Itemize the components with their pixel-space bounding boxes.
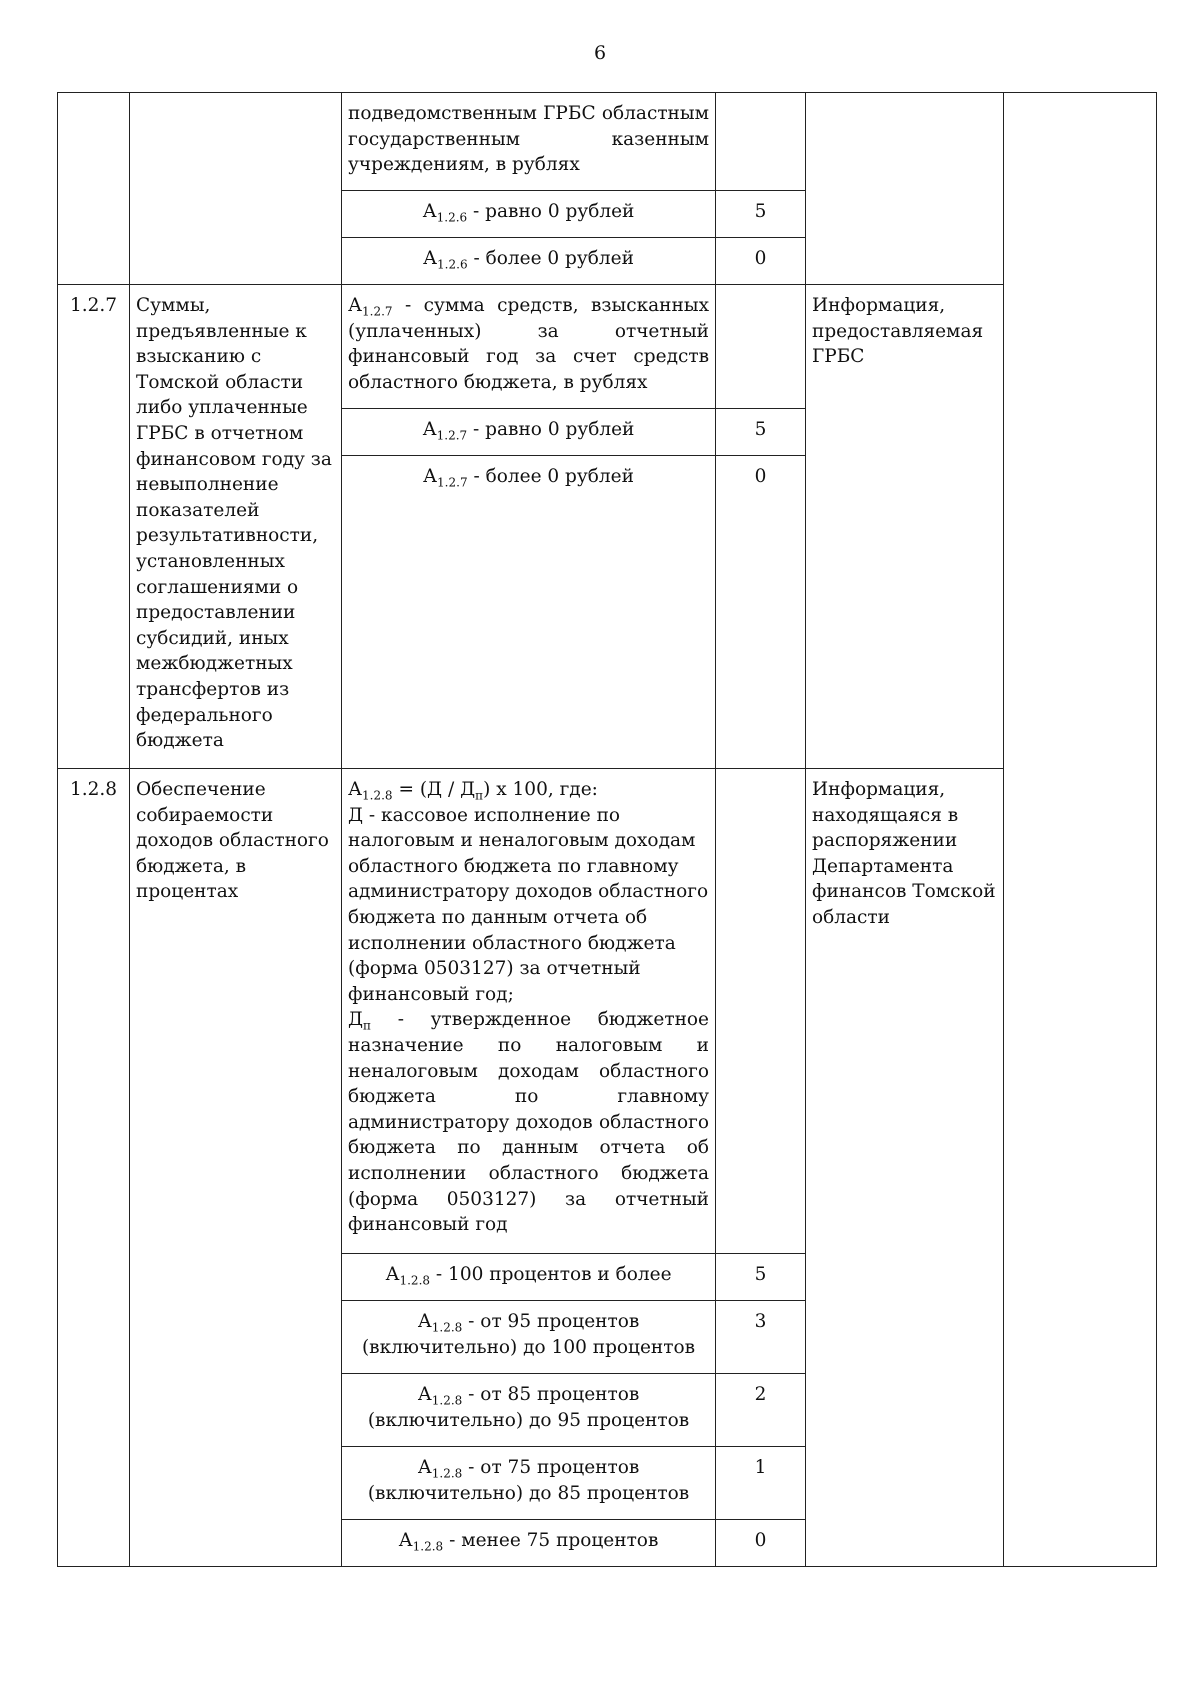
score-value: 5: [716, 191, 806, 238]
criterion-cell: $А_{1.2.8}$ - менее 75 процентов: [342, 1520, 716, 1567]
formula-cell: [342, 285, 716, 409]
source-cell: Информация, предоставляемая ГРБС: [806, 285, 1004, 769]
criterion-variable: $А_{1.2.8}$: [417, 1311, 463, 1335]
formula-variable: $А_{1.2.7}$: [348, 295, 393, 319]
row-name: Суммы, предъявленные к взысканию с Томской области либо уплаченные ГРБС в отчетном финансовом году за невыполнение показателей результативности, установленных соглашениями о предоставлении субсидий, иных межбюджетных трансфертов из федерального бюджета: [130, 285, 342, 769]
formula-text: - сумма средств, взысканных (уплаченных) за отчетный финансовый год за счет средств областного бюджета, в рублях: [348, 295, 709, 393]
formula-definition-d: Д - кассовое исполнение по налоговым и неналоговым доходам областного бюджета по главному администратору доходов областного бюджета по данным отчета об исполнении областного бюджета (форма 0503127) за отчетный финансовый год;: [348, 804, 709, 1005]
score-value: 2: [716, 1374, 806, 1447]
row-number-cell: [58, 93, 130, 285]
criterion-variable: $А_{1.2.8}$: [385, 1264, 431, 1288]
source-cell: [806, 93, 1004, 285]
formula-equation: $А_{1.2.8} = (Д / Д_п)$ х 100, где:: [348, 779, 598, 803]
row-name-cell: [130, 93, 342, 285]
criterion-variable: $А_{1.2.7}$: [423, 466, 468, 490]
score-cell: [716, 769, 806, 1254]
score-value: 5: [716, 409, 806, 456]
score-cell: [716, 93, 806, 191]
criteria-table: [57, 92, 1157, 1567]
criterion-cell: $А_{1.2.8}$ - от 75 процентов (включительно) до 85 процентов: [342, 1447, 716, 1520]
formula-cell: [342, 93, 716, 191]
criterion-variable: $А_{1.2.8}$: [417, 1457, 463, 1481]
source-cell: Информация, находящаяся в распоряжении Департамента финансов Томской области: [806, 769, 1004, 1567]
score-value: 3: [716, 1301, 806, 1374]
score-value: 0: [716, 456, 806, 769]
criterion-variable: $А_{1.2.7}$: [422, 419, 468, 443]
table-row: [58, 769, 1157, 1254]
criterion-cell: $А_{1.2.7}$ - равно 0 рублей: [342, 409, 716, 456]
extra-column-cell: [1004, 93, 1157, 1567]
score-cell: [716, 285, 806, 409]
row-number: 1.2.8: [58, 769, 130, 1567]
criterion-cell: $А_{1.2.6}$ - более 0 рублей: [342, 238, 716, 285]
score-value: 0: [716, 1520, 806, 1567]
formula-text: подведомственным ГРБС областным государственным казенным учреждениям, в рублях: [348, 103, 709, 176]
criterion-cell: $А_{1.2.8}$ - от 95 процентов (включительно) до 100 процентов: [342, 1301, 716, 1374]
criterion-cell: $А_{1.2.6}$ - равно 0 рублей: [342, 191, 716, 238]
table-row: [58, 285, 1157, 409]
score-value: 1: [716, 1447, 806, 1520]
page-number: 6: [593, 42, 607, 64]
score-value: 5: [716, 1254, 806, 1301]
score-value: 0: [716, 238, 806, 285]
table-row: [58, 93, 1157, 191]
row-number: 1.2.7: [58, 285, 130, 769]
criterion-variable: $А_{1.2.8}$: [398, 1530, 444, 1554]
criterion-cell: $А_{1.2.8} - 100$ процентов и более: [342, 1254, 716, 1301]
row-name: Обеспечение собираемости доходов областного бюджета, в процентах: [130, 769, 342, 1567]
criterion-cell: $А_{1.2.8}$ - от 85 процентов (включительно) до 95 процентов: [342, 1374, 716, 1447]
formula-cell: [342, 769, 716, 1254]
formula-definition-dp: $Д_п$ - утвержденное бюджетное назначение по налоговым и неналоговым доходам областного бюджета по главному администратору доходов областного бюджета по данным отчета об исполнении областного бюджета (форма 0503127) за отчетный финансовый год: [348, 1009, 709, 1236]
criterion-variable: $А_{1.2.6}$: [423, 248, 468, 272]
criterion-cell: $А_{1.2.7}$ - более 0 рублей: [342, 456, 716, 769]
criterion-variable: $А_{1.2.6}$: [422, 201, 468, 225]
criterion-variable: $А_{1.2.8}$: [417, 1384, 463, 1408]
